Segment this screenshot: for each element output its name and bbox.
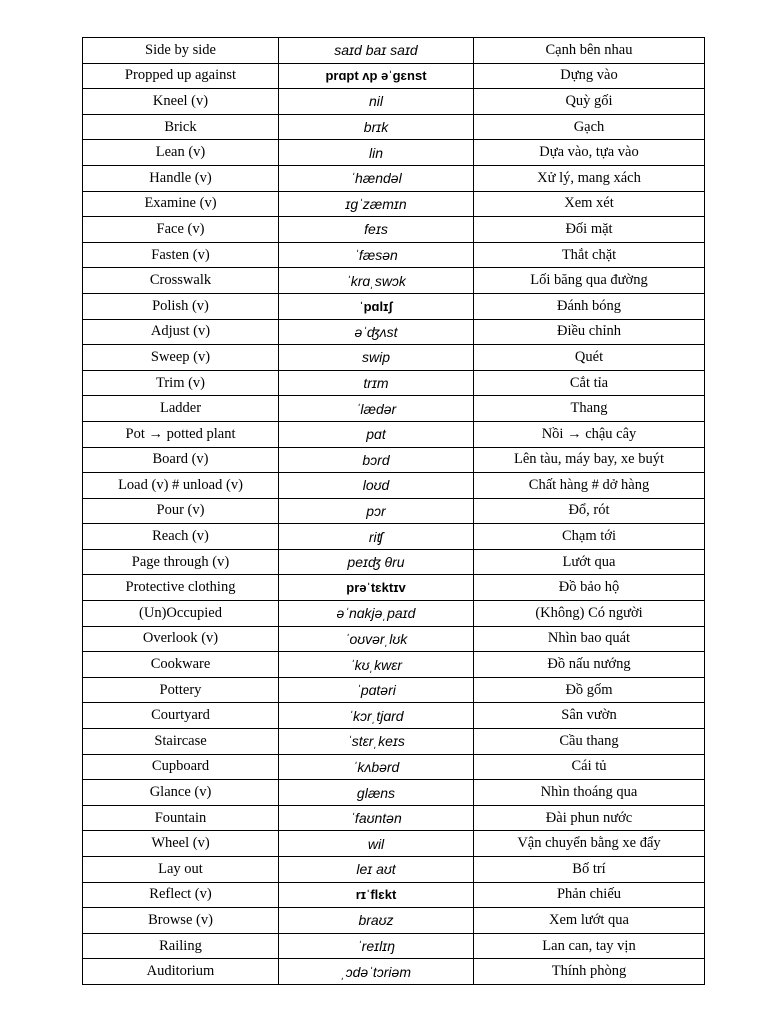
- table-row: [83, 831, 705, 857]
- vietnamese-meaning: Vận chuyển bằng xe đẩy: [474, 831, 705, 857]
- vietnamese-meaning: Đồ gốm: [474, 677, 705, 703]
- table-row: [83, 498, 705, 524]
- ipa-pronunciation: braʊz: [279, 908, 474, 934]
- ipa-pronunciation: leɪ aʊt: [279, 857, 474, 883]
- english-term: Load (v) # unload (v): [83, 473, 279, 499]
- ipa-pronunciation: ˈoʊvərˌlʊk: [279, 626, 474, 652]
- vietnamese-meaning: Quét: [474, 345, 705, 371]
- ipa-pronunciation: riʧ: [279, 524, 474, 550]
- vietnamese-meaning: Xem xét: [474, 191, 705, 217]
- vietnamese-meaning: Đài phun nước: [474, 805, 705, 831]
- ipa-pronunciation: pɑt: [279, 421, 474, 447]
- vietnamese-meaning: Cầu thang: [474, 729, 705, 755]
- table-row: [83, 447, 705, 473]
- english-term: Cupboard: [83, 754, 279, 780]
- english-term: Auditorium: [83, 959, 279, 985]
- ipa-pronunciation: brɪk: [279, 114, 474, 140]
- table-row: [83, 933, 705, 959]
- vietnamese-meaning: Sân vườn: [474, 703, 705, 729]
- ipa-pronunciation: loʊd: [279, 473, 474, 499]
- vietnamese-meaning: Lối băng qua đường: [474, 268, 705, 294]
- vietnamese-meaning: Lan can, tay vịn: [474, 933, 705, 959]
- english-term: Courtyard: [83, 703, 279, 729]
- ipa-pronunciation: ɪgˈzæmɪn: [279, 191, 474, 217]
- ipa-pronunciation: nil: [279, 89, 474, 115]
- ipa-pronunciation: glæns: [279, 780, 474, 806]
- english-term: Fasten (v): [83, 242, 279, 268]
- english-term: Page through (v): [83, 549, 279, 575]
- ipa-pronunciation: ˈreɪlɪŋ: [279, 933, 474, 959]
- ipa-pronunciation: ˈfæsən: [279, 242, 474, 268]
- english-term: Pour (v): [83, 498, 279, 524]
- vietnamese-meaning: (Không) Có người: [474, 601, 705, 627]
- vietnamese-meaning: Thính phòng: [474, 959, 705, 985]
- vietnamese-meaning: Dựa vào, tựa vào: [474, 140, 705, 166]
- table-row: [83, 370, 705, 396]
- english-term: Handle (v): [83, 165, 279, 191]
- table-row: [83, 268, 705, 294]
- table-row: [83, 754, 705, 780]
- english-term: Glance (v): [83, 780, 279, 806]
- ipa-pronunciation: ˈkrɑˌswɔk: [279, 268, 474, 294]
- english-term: (Un)Occupied: [83, 601, 279, 627]
- table-row: [83, 319, 705, 345]
- ipa-pronunciation: ˈfaʊntən: [279, 805, 474, 831]
- table-row: [83, 345, 705, 371]
- vietnamese-meaning: Đánh bóng: [474, 293, 705, 319]
- english-term: Examine (v): [83, 191, 279, 217]
- vietnamese-meaning: Dựng vào: [474, 63, 705, 89]
- table-row: [83, 703, 705, 729]
- vietnamese-meaning: Cạnh bên nhau: [474, 38, 705, 64]
- english-term: Protective clothing: [83, 575, 279, 601]
- table-row: [83, 549, 705, 575]
- ipa-pronunciation: prɑpt ʌp əˈgɛnst: [279, 63, 474, 89]
- ipa-pronunciation: əˈʤʌst: [279, 319, 474, 345]
- table-row: [83, 421, 705, 447]
- table-row: [83, 63, 705, 89]
- vietnamese-meaning: Cắt tỉa: [474, 370, 705, 396]
- vietnamese-meaning: Đổ, rót: [474, 498, 705, 524]
- ipa-pronunciation: ˈpɑtəri: [279, 677, 474, 703]
- vietnamese-meaning: Bố trí: [474, 857, 705, 883]
- english-term: Wheel (v): [83, 831, 279, 857]
- table-row: [83, 805, 705, 831]
- ipa-pronunciation: ˈlædər: [279, 396, 474, 422]
- ipa-pronunciation: saɪd baɪ saɪd: [279, 38, 474, 64]
- table-row: [83, 626, 705, 652]
- table-row: [83, 114, 705, 140]
- table-row: [83, 396, 705, 422]
- ipa-pronunciation: əˈnɑkjəˌpaɪd: [279, 601, 474, 627]
- ipa-pronunciation: ˈkɔrˌtjɑrd: [279, 703, 474, 729]
- table-row: [83, 908, 705, 934]
- english-term: Reach (v): [83, 524, 279, 550]
- table-row: [83, 729, 705, 755]
- english-term: Adjust (v): [83, 319, 279, 345]
- table-row: [83, 857, 705, 883]
- english-term: Propped up against: [83, 63, 279, 89]
- table-row: [83, 524, 705, 550]
- ipa-pronunciation: pɔr: [279, 498, 474, 524]
- ipa-pronunciation: bɔrd: [279, 447, 474, 473]
- vietnamese-meaning: Đồ nấu nướng: [474, 652, 705, 678]
- vietnamese-meaning: Đối mặt: [474, 217, 705, 243]
- english-term: Crosswalk: [83, 268, 279, 294]
- table-row: [83, 165, 705, 191]
- table-row: [83, 780, 705, 806]
- english-term: Staircase: [83, 729, 279, 755]
- vietnamese-meaning: Gạch: [474, 114, 705, 140]
- ipa-pronunciation: wil: [279, 831, 474, 857]
- english-term: Kneel (v): [83, 89, 279, 115]
- english-term: Railing: [83, 933, 279, 959]
- vietnamese-meaning: Thang: [474, 396, 705, 422]
- english-term: Sweep (v): [83, 345, 279, 371]
- vietnamese-meaning: Xử lý, mang xách: [474, 165, 705, 191]
- vietnamese-meaning: Quỳ gối: [474, 89, 705, 115]
- vietnamese-meaning: Nhìn bao quát: [474, 626, 705, 652]
- english-term: Lay out: [83, 857, 279, 883]
- english-term: Face (v): [83, 217, 279, 243]
- ipa-pronunciation: ˈhændəl: [279, 165, 474, 191]
- vocabulary-table: [82, 37, 705, 985]
- ipa-pronunciation: peɪʤ θru: [279, 549, 474, 575]
- vietnamese-meaning: Lướt qua: [474, 549, 705, 575]
- vietnamese-meaning: Thắt chặt: [474, 242, 705, 268]
- table-row: [83, 677, 705, 703]
- english-term: Overlook (v): [83, 626, 279, 652]
- english-term: Polish (v): [83, 293, 279, 319]
- english-term: Reflect (v): [83, 882, 279, 908]
- ipa-pronunciation: feɪs: [279, 217, 474, 243]
- english-term: Browse (v): [83, 908, 279, 934]
- table-row: [83, 959, 705, 985]
- english-term: Fountain: [83, 805, 279, 831]
- table-row: [83, 473, 705, 499]
- table-row: [83, 191, 705, 217]
- table-row: [83, 882, 705, 908]
- vietnamese-meaning: Chạm tới: [474, 524, 705, 550]
- vietnamese-meaning: Điều chỉnh: [474, 319, 705, 345]
- ipa-pronunciation: lin: [279, 140, 474, 166]
- table-row: [83, 38, 705, 64]
- ipa-pronunciation: swip: [279, 345, 474, 371]
- table-row: [83, 89, 705, 115]
- vietnamese-meaning: Nồi → chậu cây: [474, 421, 705, 447]
- vietnamese-meaning: Nhìn thoáng qua: [474, 780, 705, 806]
- table-row: [83, 293, 705, 319]
- vietnamese-meaning: Cái tủ: [474, 754, 705, 780]
- english-term: Brick: [83, 114, 279, 140]
- english-term: Cookware: [83, 652, 279, 678]
- vietnamese-meaning: Đồ bảo hộ: [474, 575, 705, 601]
- ipa-pronunciation: ˈkʊˌkwɛr: [279, 652, 474, 678]
- table-row: [83, 140, 705, 166]
- ipa-pronunciation: rɪˈflɛkt: [279, 882, 474, 908]
- table-row: [83, 242, 705, 268]
- table-row: [83, 601, 705, 627]
- table-row: [83, 652, 705, 678]
- ipa-pronunciation: ˈpɑlɪʃ: [279, 293, 474, 319]
- english-term: Ladder: [83, 396, 279, 422]
- english-term: Side by side: [83, 38, 279, 64]
- english-term: Lean (v): [83, 140, 279, 166]
- english-term: Pot → potted plant: [83, 421, 279, 447]
- english-term: Pottery: [83, 677, 279, 703]
- ipa-pronunciation: prəˈtɛktɪv: [279, 575, 474, 601]
- ipa-pronunciation: ˌɔdəˈtɔriəm: [279, 959, 474, 985]
- ipa-pronunciation: ˈstɛrˌkeɪs: [279, 729, 474, 755]
- vietnamese-meaning: Xem lướt qua: [474, 908, 705, 934]
- vietnamese-meaning: Lên tàu, máy bay, xe buýt: [474, 447, 705, 473]
- vietnamese-meaning: Phản chiếu: [474, 882, 705, 908]
- table-row: [83, 217, 705, 243]
- ipa-pronunciation: trɪm: [279, 370, 474, 396]
- vocabulary-table-body: [83, 38, 705, 985]
- english-term: Trim (v): [83, 370, 279, 396]
- table-row: [83, 575, 705, 601]
- english-term: Board (v): [83, 447, 279, 473]
- vietnamese-meaning: Chất hàng # dở hàng: [474, 473, 705, 499]
- ipa-pronunciation: ˈkʌbərd: [279, 754, 474, 780]
